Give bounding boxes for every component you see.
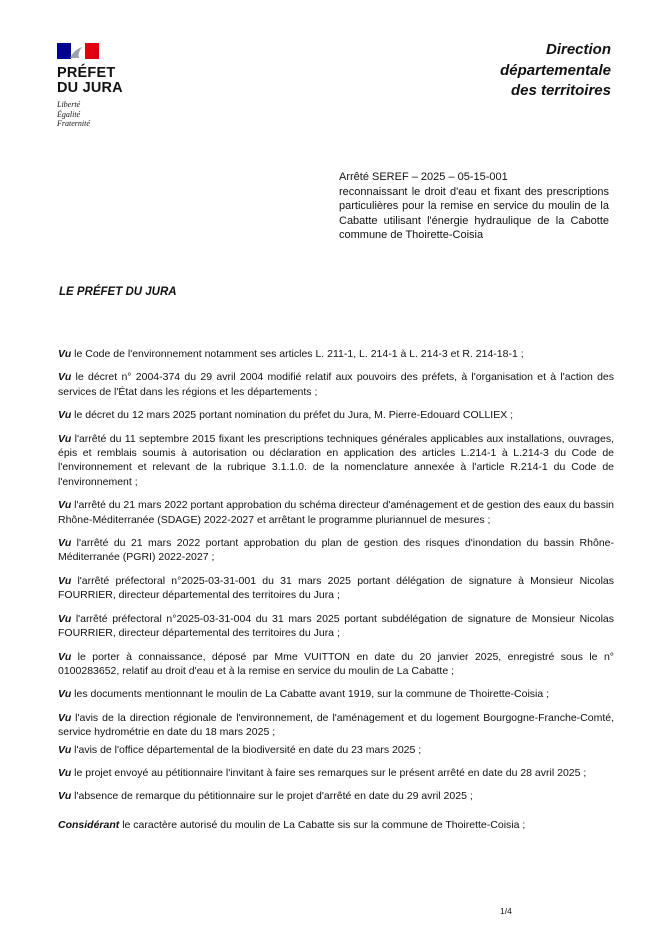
department-line-1: Direction — [545, 41, 611, 58]
department-line-3: des territoires — [510, 82, 611, 99]
visa-paragraph — [58, 536, 614, 565]
visa-paragraph — [58, 347, 614, 361]
paragraph-text: le Code de l'environnement notamment ses articles L. 211-1, L. 214-1 à L. 214-3 et R. 214-18-1 ; — [74, 348, 524, 360]
department-line-2: départementale — [500, 61, 611, 79]
visa-paragraph — [58, 687, 614, 701]
paragraph-text: l'avis de la direction régionale de l'environnement, de l'aménagement et du logement Bourgogne-Franche-Comté, service hydrométrie en date du 18 mars 2025 ; — [58, 711, 615, 739]
paragraph-keyword: Vu — [58, 743, 72, 756]
marianne-flag-icon — [57, 43, 99, 59]
paragraph-keyword: Vu — [58, 409, 72, 422]
motto-egalite: Égalité — [57, 109, 81, 119]
paragraph-text: le caractère autorisé du moulin de La Cabatte sis sur la commune de Thoirette-Coisia ; — [122, 818, 526, 831]
visa-paragraph — [58, 612, 614, 641]
paragraph-keyword: Vu — [58, 766, 72, 779]
paragraph-text: l'arrêté du 21 mars 2022 portant approbation du schéma directeur d'aménagement et de gestion des eaux du bassin Rhône-Méditerranée (SDAGE) 2022-2027 et arrêtant le programme pluriannuel de mesures ; — [58, 499, 615, 526]
paragraph-text: l'arrêté préfectoral n°2025-03-31-001 du 31 mars 2025 portant délégation de signature à Monsieur Nicolas FOURRIER, directeur départemental des territoires du Jura ; — [58, 574, 615, 602]
visa-paragraph — [58, 370, 614, 399]
motto-fraternite: Fraternité — [57, 119, 90, 128]
paragraph-keyword: Vu — [58, 650, 72, 663]
considerant-paragraph — [58, 818, 614, 832]
arrete-subject: reconnaissant le droit d'eau et fixant des prescriptions particulières pour la remise en service du moulin de la Cabatte utilisant l'énergie hydraulique de la Cabotte commune de Thoirette-Coisia — [339, 185, 609, 242]
paragraph-text: le porter à connaissance, déposé par Mme VUITTON en date du 20 janvier 2025, enregistré sous le n° 0100283652, relatif au droit d'eau et à la remise en service du moulin de La Cabatte ; — [58, 650, 614, 677]
paragraph-text: l'arrêté du 21 mars 2022 portant approbation du plan de gestion des risques d'inondation du bassin Rhône-Méditerranée (PGRI) 2022-2027 ; — [58, 537, 614, 564]
issuing-department — [500, 40, 611, 102]
paragraph-text: le décret du 12 mars 2025 portant nomination du préfet du Jura, M. Pierre-Edouard COLLIEX ; — [74, 409, 514, 422]
page-number: 1/4 — [500, 906, 512, 916]
logo-line-1: PRÉFET — [57, 65, 116, 81]
document-body — [58, 347, 614, 841]
visa-paragraph — [58, 498, 614, 527]
prefet-heading: LE PRÉFET DU JURA — [59, 286, 177, 298]
paragraph-keyword: Vu — [58, 711, 72, 724]
paragraph-keyword: Vu — [58, 499, 72, 512]
motto-liberte: Liberté — [57, 100, 81, 109]
republic-motto — [57, 100, 147, 129]
prefet-logo — [57, 43, 147, 129]
paragraph-text: l'arrêté préfectoral n°2025-03-31-004 du 31 mars 2025 portant subdélégation de signature de Monsieur Nicolas FOURRIER, directeur départemental des territoires du Jura ; — [58, 612, 615, 640]
paragraph-keyword: Vu — [58, 371, 72, 384]
paragraph-text: l'avis de l'office départemental de la biodiversité en date du 23 mars 2025 ; — [74, 743, 422, 756]
visa-paragraph — [58, 574, 614, 603]
paragraph-keyword: Vu — [58, 348, 72, 360]
paragraph-text: le projet envoyé au pétitionnaire l'invitant à faire ses remarques sur le présent arrêté en date du 28 avril 2025 ; — [74, 766, 587, 779]
visa-paragraph — [58, 432, 614, 490]
paragraph-keyword: Vu — [58, 688, 72, 701]
visa-paragraph — [58, 650, 614, 679]
visa-paragraph — [58, 408, 614, 422]
paragraph-keyword: Vu — [58, 432, 72, 445]
arrete-block — [339, 170, 609, 243]
paragraph-text: l'absence de remarque du pétitionnaire sur le projet d'arrêté en date du 29 avril 2025 ; — [74, 790, 473, 803]
visa-paragraph — [58, 743, 614, 757]
logo-line-2: DU JURA — [57, 80, 123, 96]
visa-paragraph — [58, 789, 614, 803]
paragraph-keyword: Vu — [58, 790, 72, 803]
visa-paragraph — [58, 766, 614, 780]
paragraph-keyword: Vu — [58, 537, 72, 550]
paragraph-keyword: Vu — [58, 612, 72, 625]
paragraph-text: le décret n° 2004-374 du 29 avril 2004 modifié relatif aux pouvoirs des préfets, à l'organisation et à l'action des services de l'État dans les régions et les départements ; — [58, 371, 614, 398]
paragraph-keyword: Considérant — [58, 818, 120, 831]
arrete-reference: Arrêté SEREF – 2025 – 05-15-001 — [339, 171, 508, 183]
paragraph-text: les documents mentionnant le moulin de La Cabatte avant 1919, sur la commune de Thoirette-Coisia ; — [74, 688, 550, 701]
visa-paragraph — [58, 711, 614, 740]
paragraph-keyword: Vu — [58, 574, 72, 587]
logo-title — [57, 66, 147, 96]
paragraph-text: l'arrêté du 11 septembre 2015 fixant les prescriptions techniques générales applicables aux installations, ouvrages, épis et remblais soumis à autorisation ou déclaration en application des articles L.214-1 à L.214-3 du Code de l'environnement et relevant de la rubrique 3.1.1.0. de la nomenclature annexée à l'article R.214-1 du Code de l'environnement ; — [58, 432, 614, 488]
